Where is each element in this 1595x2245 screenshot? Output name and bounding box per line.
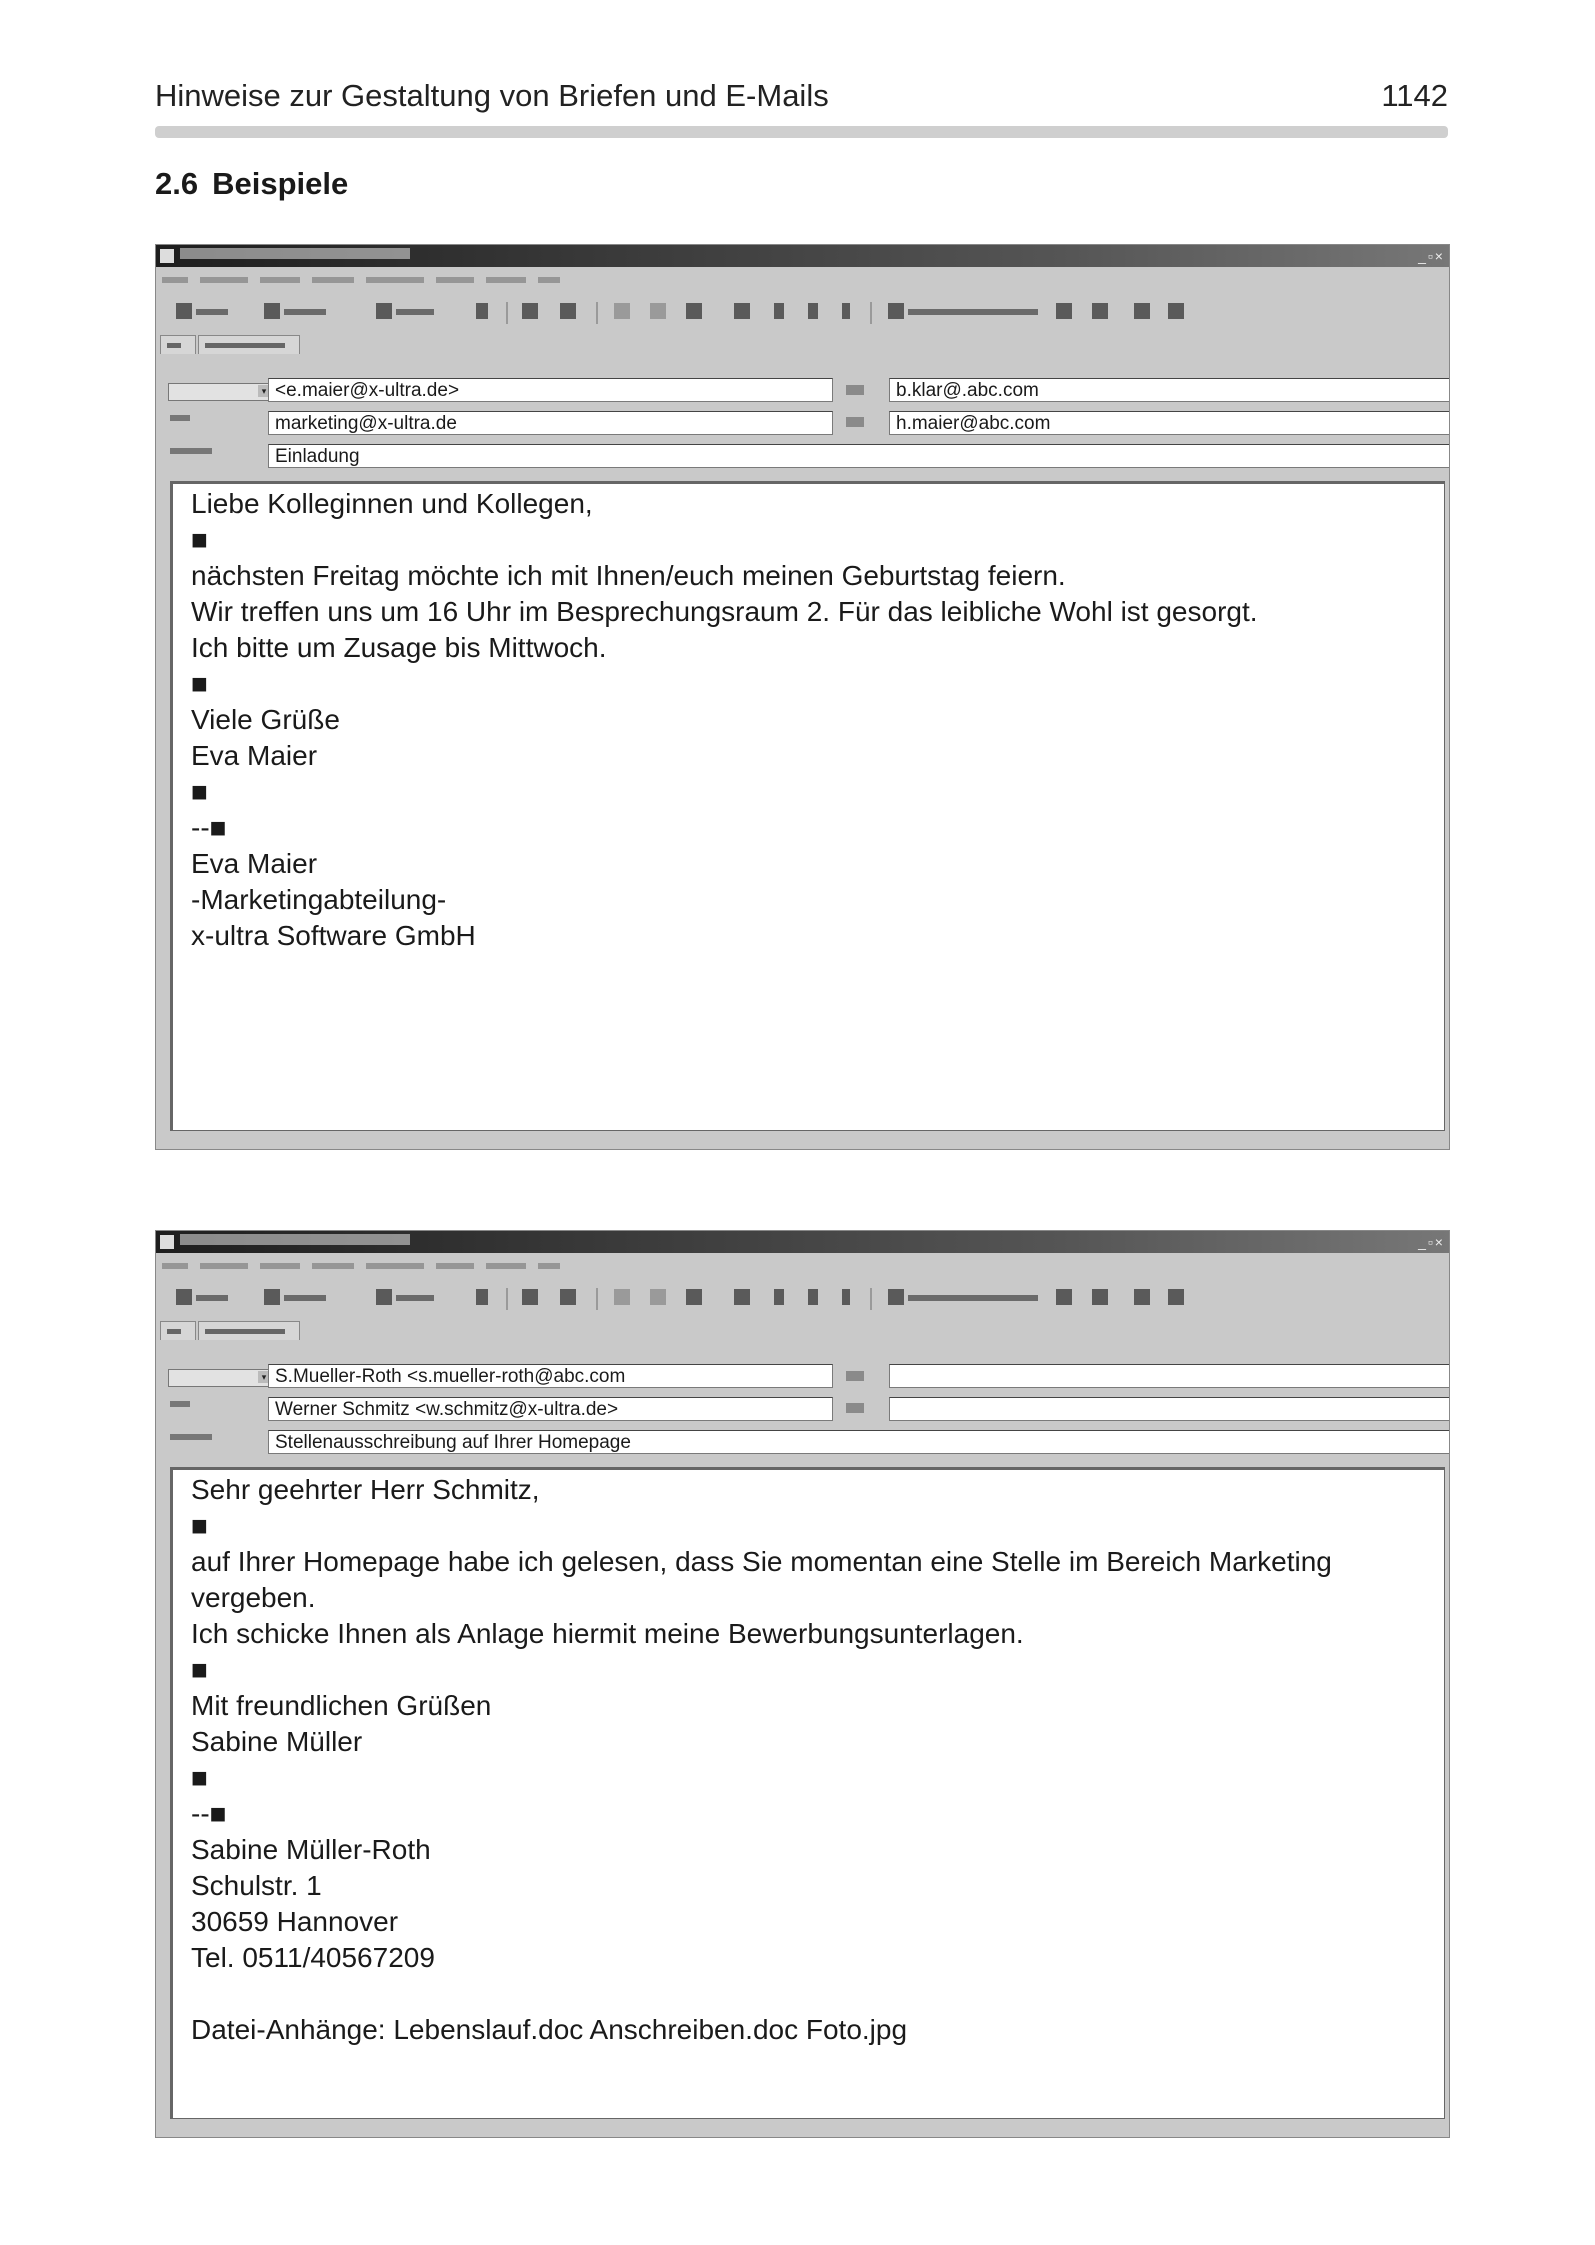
menu-bar[interactable]: [156, 1255, 1449, 1277]
section-title: Beispiele: [212, 166, 349, 201]
menu-bar[interactable]: [156, 269, 1449, 291]
subject-field[interactable]: Einladung: [268, 444, 1450, 468]
body-line: ■: [191, 1510, 208, 1541]
body-line: Ich bitte um Zusage bis Mittwoch.: [191, 632, 607, 663]
window-titlebar: [156, 1231, 1449, 1253]
from-field[interactable]: S.Mueller-Roth <s.mueller-roth@abc.com: [268, 1364, 833, 1388]
body-line: x-ultra Software GmbH: [191, 920, 476, 951]
subject-field[interactable]: Stellenausschreibung auf Ihrer Homepage: [268, 1430, 1450, 1454]
running-header: [155, 78, 1448, 118]
tab-send-options[interactable]: [198, 1321, 300, 1340]
body-line: -Marketingabteilung-: [191, 884, 447, 915]
body-line: Eva Maier: [191, 740, 318, 771]
toolbar: [156, 1281, 1449, 1317]
body-line: Datei-Anhänge: Lebenslauf.doc Anschreiben.doc Foto.jpg: [191, 2014, 908, 2045]
subject-label: [170, 1434, 212, 1440]
body-line: Schulstr. 1: [191, 1870, 322, 1901]
body-line: auf Ihrer Homepage habe ich gelesen, dass Sie momentan eine Stelle im Bereich Marketing: [191, 1546, 1332, 1577]
body-line: vergeben.: [191, 1582, 316, 1613]
body-line: ■: [191, 1762, 208, 1793]
body-line: Eva Maier: [191, 848, 318, 879]
body-line: --■: [191, 1798, 227, 1829]
message-text: [191, 486, 1258, 954]
email-window-2: [155, 1230, 1450, 2138]
window-titlebar: [156, 245, 1449, 267]
body-line: Liebe Kolleginnen und Kollegen,: [191, 488, 593, 519]
body-line: Wir treffen uns um 16 Uhr im Besprechungsraum 2. Für das leibliche Wohl ist gesorgt.: [191, 596, 1258, 627]
cc-field[interactable]: b.klar@.abc.com: [889, 378, 1450, 402]
bcc-label: [846, 417, 864, 427]
tab-mail[interactable]: [160, 1321, 196, 1340]
running-title: Hinweise zur Gestaltung von Briefen und E-Mails: [155, 78, 829, 113]
window-title: [180, 248, 410, 259]
page-number: 1142: [1381, 78, 1448, 113]
email-window-1: [155, 244, 1450, 1150]
window-controls[interactable]: _▫×: [1418, 1234, 1445, 1250]
message-body[interactable]: [170, 481, 1445, 1131]
from-label-combo[interactable]: [168, 1369, 272, 1387]
toolbar: [156, 295, 1449, 331]
cc-label: [846, 1371, 864, 1381]
header-rule: [155, 126, 1448, 138]
to-label: [170, 415, 190, 421]
body-line: Tel. 0511/40567209: [191, 1942, 435, 1973]
section-number: 2.6: [155, 166, 199, 201]
body-line: Mit freundlichen Grüßen: [191, 1690, 492, 1721]
from-label-combo[interactable]: [168, 383, 272, 401]
body-line: Viele Grüße: [191, 704, 340, 735]
app-icon: [160, 1235, 174, 1249]
body-line: Sabine Müller: [191, 1726, 363, 1757]
body-line: nächsten Freitag möchte ich mit Ihnen/euch meinen Geburtstag feiern.: [191, 560, 1066, 591]
window-controls[interactable]: _▫×: [1418, 248, 1445, 264]
bcc-field[interactable]: h.maier@abc.com: [889, 411, 1450, 435]
tab-strip: [156, 1319, 1449, 1343]
body-line: --■: [191, 812, 227, 843]
tab-mail[interactable]: [160, 335, 196, 354]
to-field[interactable]: marketing@x-ultra.de: [268, 411, 833, 435]
chevron-down-icon: ▾: [258, 1371, 270, 1383]
body-line: ■: [191, 524, 208, 555]
section-heading: [155, 166, 362, 202]
chevron-down-icon: ▾: [258, 385, 270, 397]
body-line: Sabine Müller-Roth: [191, 1834, 431, 1865]
window-title: [180, 1234, 410, 1245]
body-line: 30659 Hannover: [191, 1906, 399, 1937]
cc-field[interactable]: [889, 1364, 1450, 1388]
to-label: [170, 1401, 190, 1407]
to-field[interactable]: Werner Schmitz <w.schmitz@x-ultra.de>: [268, 1397, 833, 1421]
from-field[interactable]: <e.maier@x-ultra.de>: [268, 378, 833, 402]
body-line: ■: [191, 668, 208, 699]
body-line: ■: [191, 776, 208, 807]
app-icon: [160, 249, 174, 263]
bcc-label: [846, 1403, 864, 1413]
message-body[interactable]: [170, 1467, 1445, 2119]
tab-strip: [156, 333, 1449, 357]
tab-send-options[interactable]: [198, 335, 300, 354]
message-text: [191, 1472, 1332, 2048]
body-line: [191, 1976, 1332, 2012]
body-line: Sehr geehrter Herr Schmitz,: [191, 1474, 540, 1505]
subject-label: [170, 448, 212, 454]
body-line: Ich schicke Ihnen als Anlage hiermit meine Bewerbungsunterlagen.: [191, 1618, 1024, 1649]
body-line: ■: [191, 1654, 208, 1685]
bcc-field[interactable]: [889, 1397, 1450, 1421]
cc-label: [846, 385, 864, 395]
